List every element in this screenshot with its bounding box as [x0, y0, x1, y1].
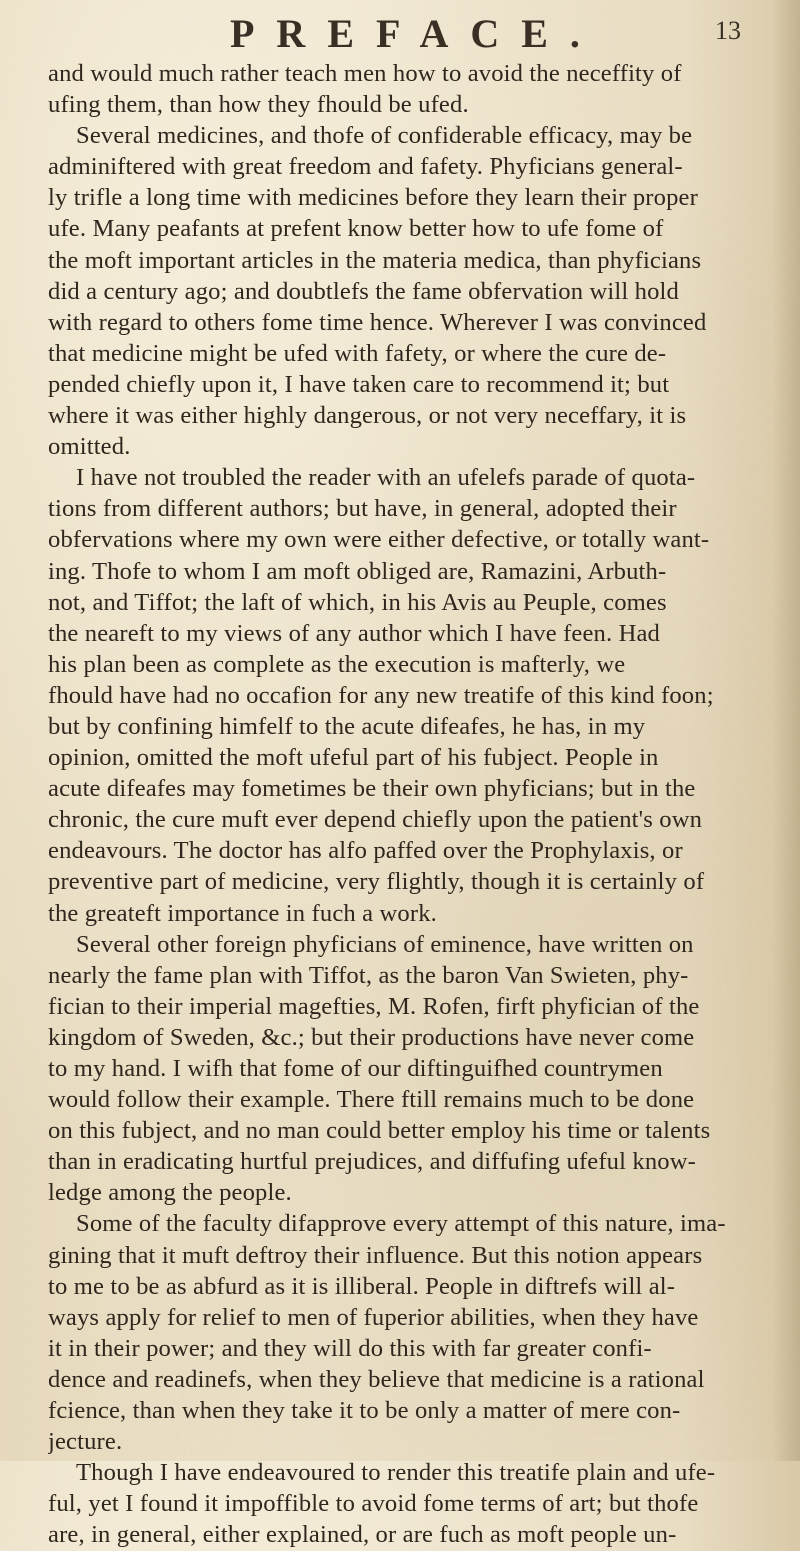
text-line: to me to be as abfurd as it is illiberal. People in diftrefs will al-	[48, 1272, 676, 1300]
text-line: fician to their imperial magefties, M. Rofen, firft phyfician of the	[48, 992, 700, 1020]
text-line: kingdom of Sweden, &c.; but their productions have never come	[48, 1023, 695, 1051]
text-line: obfervations where my own were either defective, or totally want-	[48, 526, 710, 554]
text-line: fhould have had no occafion for any new treatife of this kind foon;	[48, 681, 714, 709]
text-line: are, in general, either explained, or are fuch as moft people un-	[48, 1521, 677, 1549]
text-line: ly trifle a long time with medicines before they learn their proper	[48, 184, 698, 212]
running-title: PREFACE.	[230, 11, 602, 56]
text-line: omitted.	[48, 433, 131, 461]
paragraph-start-line: Several other foreign phyficians of eminence, have written on	[76, 930, 694, 958]
text-line: where it was either highly dangerous, or not very neceffary, it is	[48, 402, 687, 430]
text-line: dence and readinefs, when they believe that medicine is a rational	[48, 1365, 705, 1393]
text-line: would follow their example. There ftill remains much to be done	[48, 1086, 695, 1114]
text-line: it in their power; and they will do this with far greater confi-	[48, 1334, 652, 1362]
page-edge-shadow	[772, 0, 800, 1461]
text-line: endeavours. The doctor has alfo paffed over the Prophylaxis, or	[48, 837, 683, 865]
text-line: than in eradicating hurtful prejudices, and diffufing ufeful know-	[48, 1148, 697, 1176]
text-line: jecture.	[48, 1428, 123, 1456]
text-line: to my hand. I wifh that fome of our diftinguifhed countrymen	[48, 1055, 663, 1082]
text-line: chronic, the cure muft ever depend chiefly upon the patient's own	[48, 806, 703, 834]
text-line: ufing them, than how they fhould be ufed.	[48, 91, 469, 119]
text-line: did a century ago; and doubtlefs the fame obfervation will hold	[48, 277, 679, 305]
text-line: tions from different authors; but have, in general, adopted their	[48, 495, 677, 523]
text-line: ledge among the people.	[48, 1179, 292, 1207]
text-line: the greateft importance in fuch a work.	[48, 899, 437, 927]
running-head	[0, 10, 800, 58]
paragraph-start-line: Some of the faculty difapprove every attempt of this nature, ima-	[76, 1210, 726, 1238]
text-line: ufe. Many peafants at prefent know better how to ufe fome of	[48, 215, 664, 243]
text-line: and would much rather teach men how to avoid the neceffity of	[48, 60, 682, 87]
text-line: opinion, omitted the moft ufeful part of his fubject. People in	[48, 744, 659, 772]
text-line: acute difeafes may fometimes be their own phyficians; but in the	[48, 775, 696, 803]
text-line: but by confining himfelf to the acute difeafes, he has, in my	[48, 712, 646, 740]
text-line: ful, yet I found it impoffible to avoid fome terms of art; but thofe	[48, 1490, 699, 1518]
text-line: preventive part of medicine, very flightly, though it is certainly of	[48, 868, 705, 896]
text-line: ing. Thofe to whom I am moft obliged are, Ramazini, Arbuth-	[48, 557, 667, 585]
paragraph-start-line: I have not troubled the reader with an ufelefs parade of quota-	[76, 464, 696, 492]
text-line: ways apply for relief to men of fuperior abilities, when they have	[48, 1303, 699, 1331]
page-number: 13	[715, 16, 741, 45]
text-line: nearly the fame plan with Tiffot, as the baron Van Swieten, phy-	[48, 961, 689, 989]
text-line: his plan been as complete as the execution is mafterly, we	[48, 650, 626, 678]
text-line: adminiftered with great freedom and fafety. Phyficians general-	[48, 153, 683, 181]
text-line: the moft important articles in the materia medica, than phyficians	[48, 246, 702, 274]
body-text	[48, 58, 748, 1551]
text-line: pended chiefly upon it, I have taken care to recommend it; but	[48, 370, 670, 398]
text-line: fcience, than when they take it to be only a matter of mere con-	[48, 1397, 681, 1425]
paragraph-start-line: Though I have endeavoured to render this treatife plain and ufe-	[76, 1459, 716, 1487]
text-line: the neareft to my views of any author which I have feen. Had	[48, 619, 661, 647]
text-line: on this fubject, and no man could better employ his time or talents	[48, 1117, 711, 1145]
text-line: gining that it muft deftroy their influence. But this notion appears	[48, 1241, 703, 1269]
text-line: that medicine might be ufed with fafety, or where the cure de-	[48, 339, 667, 367]
text-line: with regard to others fome time hence. Wherever I was convinced	[48, 308, 707, 336]
text-line: not, and Tiffot; the laft of which, in his Avis au Peuple, comes	[48, 588, 667, 616]
paragraph-start-line: Several medicines, and thofe of confiderable efficacy, may be	[76, 122, 693, 150]
